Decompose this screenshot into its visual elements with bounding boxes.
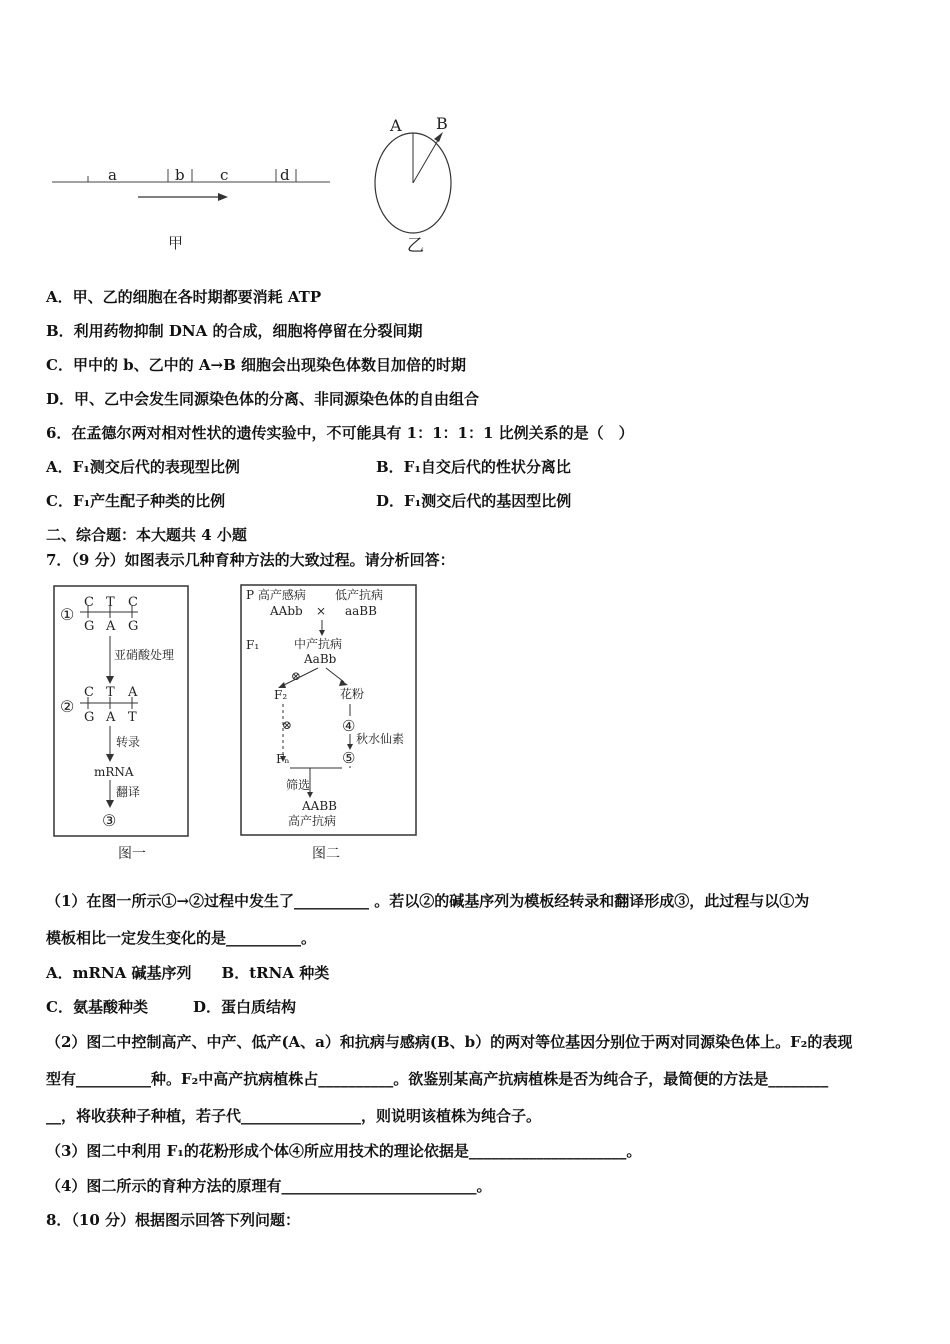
num-4: ④: [342, 717, 356, 735]
fn-label: Fₙ: [276, 752, 290, 766]
q7-part4: （4）图二所示的育种方法的原理有__________________________。: [46, 1177, 492, 1195]
svg-text:G: G: [128, 619, 139, 634]
label-A: A: [390, 116, 402, 135]
svg-text:⊗: ⊗: [291, 669, 302, 683]
figure-jia: [52, 166, 330, 252]
svg-text:中产抗病: 中产抗病: [294, 637, 343, 651]
q6-option-b[interactable]: B．F₁自交后代的性状分离比: [376, 458, 571, 476]
svg-text:T: T: [106, 685, 115, 700]
svg-text:C: C: [128, 595, 138, 610]
mrna-label: mRNA: [94, 765, 134, 779]
q6-option-d[interactable]: D．F₁测交后代的基因型比例: [376, 492, 572, 510]
svg-text:高产抗病: 高产抗病: [288, 814, 337, 828]
q7-part1-line2: 模板相比一定发生变化的是__________。: [46, 929, 317, 947]
svg-text:G: G: [84, 710, 95, 725]
label-a: a: [108, 166, 117, 184]
q7-options-cd[interactable]: C．氨基酸种类 D．蛋白质结构: [46, 998, 296, 1016]
caption-fig1: 图一: [118, 846, 146, 862]
step-nitrous: 亚硝酸处理: [114, 648, 175, 662]
svg-text:G: G: [84, 619, 95, 634]
svg-text:AABB: AABB: [302, 799, 337, 813]
f1-label: F₁: [246, 638, 260, 652]
label-c: c: [220, 166, 229, 184]
svg-text:AaBb: AaBb: [304, 652, 337, 666]
q7-part2-line2: 型有__________种。F₂中高产抗病植株占__________。欲鉴别某高产抗病植株是否为纯合子，最简便的方法是________: [46, 1070, 829, 1088]
pollen-label: 花粉: [340, 687, 365, 701]
q7-stem: 7．（9 分）如图表示几种育种方法的大致过程。请分析回答：: [46, 551, 455, 569]
step-transcription: 转录: [116, 735, 141, 749]
q6-option-a[interactable]: A．F₁测交后代的表现型比例: [46, 458, 240, 476]
q7-part2-line3: __，将收获种子种植，若子代________________，则说明该植株为纯合子。: [46, 1107, 542, 1125]
q6-option-c[interactable]: C．F₁产生配子种类的比例: [46, 492, 226, 510]
label-b: b: [175, 166, 185, 184]
q5-option-a[interactable]: A．甲、乙的细胞在各时期都要消耗 ATP: [46, 288, 322, 306]
colchicine-label: 秋水仙素: [356, 732, 405, 746]
svg-text:aaBB: aaBB: [345, 604, 377, 618]
svg-text:C: C: [84, 595, 94, 610]
caption-jia: 甲: [168, 234, 184, 252]
section-heading: 二、综合题：本大题共 4 小题: [46, 526, 247, 544]
q5-option-b[interactable]: B．利用药物抑制 DNA 的合成，细胞将停留在分裂间期: [46, 322, 423, 340]
q5-option-c[interactable]: C．甲中的 b、乙中的 A→B 细胞会出现染色体数目加倍的时期: [46, 356, 466, 374]
caption-yi: 乙: [407, 236, 424, 256]
p-label: P 高产感病: [246, 588, 306, 602]
figure-yi: [375, 114, 451, 256]
svg-text:A: A: [128, 685, 138, 700]
q5-option-d[interactable]: D．甲、乙中会发生同源染色体的分离、非同源染色体的自由组合: [46, 390, 480, 408]
num-3: ③: [102, 811, 117, 830]
svg-text:×: ×: [316, 604, 327, 618]
q6-stem: 6．在孟德尔两对相对性状的遗传实验中，不可能具有 1：1：1：1 比例关系的是（ ）: [46, 424, 634, 442]
num-5: ⑤: [342, 749, 356, 767]
figure-2: [238, 582, 423, 867]
q7-part3: （3）图二中利用 F₁的花粉形成个体④所应用技术的理论依据是_____________________。: [46, 1142, 642, 1160]
svg-text:T: T: [128, 710, 137, 725]
label-d: d: [280, 166, 290, 184]
q7-part2-line1: （2）图二中控制高产、中产、低产(A、a）和抗病与感病(B、b）的两对等位基因分别位于两对同源染色体上。F₂的表现: [46, 1033, 853, 1051]
num-1: ①: [60, 605, 75, 624]
svg-text:A: A: [106, 710, 116, 725]
f2-label: F₂: [274, 688, 288, 702]
figure-1: [50, 582, 195, 867]
step-translation: 翻译: [116, 785, 141, 799]
figure-jia-yi: [40, 105, 480, 265]
caption-fig2: 图二: [312, 846, 340, 862]
svg-text:低产抗病: 低产抗病: [335, 588, 384, 602]
svg-text:⊗: ⊗: [282, 718, 293, 732]
svg-text:C: C: [84, 685, 94, 700]
q8-stem: 8．（10 分）根据图示回答下列问题：: [46, 1211, 301, 1229]
q7-options-ab[interactable]: A．mRNA 碱基序列 B．tRNA 种类: [46, 964, 330, 982]
q7-part1-line1: （1）在图一所示①→②过程中发生了__________ 。若以②的碱基序列为模板经转录和翻译形成③，此过程与以①为: [46, 892, 810, 910]
label-B: B: [436, 114, 448, 133]
num-2: ②: [60, 697, 75, 716]
svg-text:AAbb: AAbb: [270, 604, 303, 618]
svg-text:T: T: [106, 595, 115, 610]
screening-label: 筛选: [286, 778, 311, 792]
svg-text:A: A: [106, 619, 116, 634]
